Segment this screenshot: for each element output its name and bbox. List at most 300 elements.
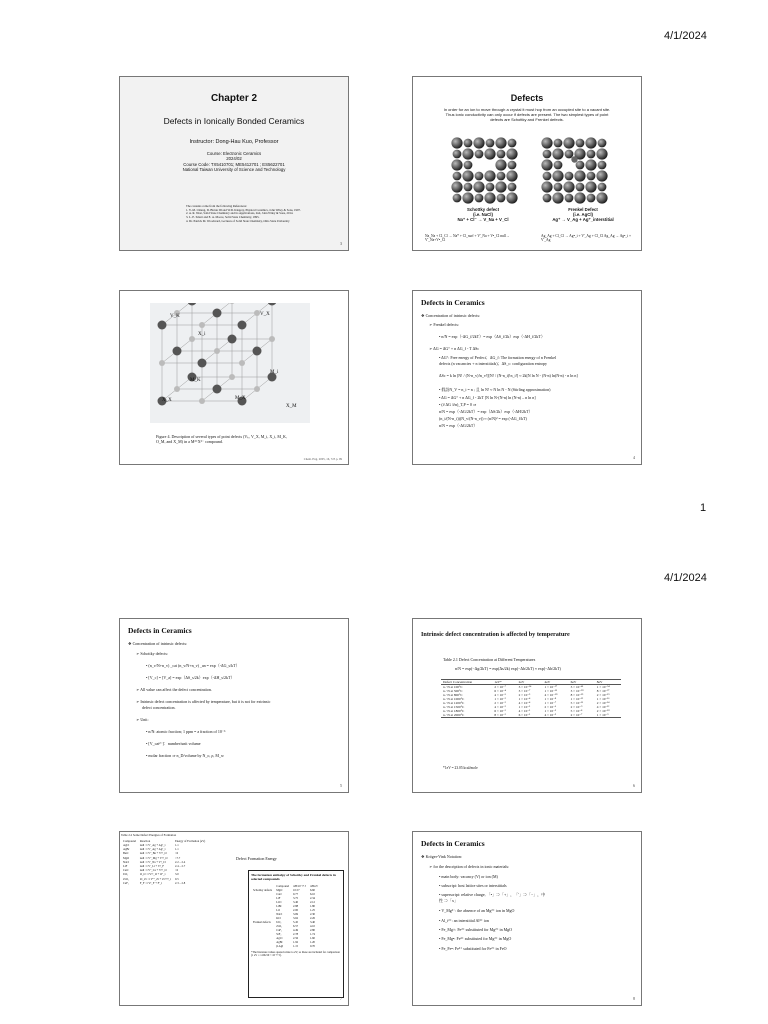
- lattice-atom: [159, 360, 165, 366]
- text-line: ❖ Kröger-Vink Notation:: [421, 854, 463, 859]
- slide-4-frenkel: [412, 290, 642, 465]
- table-cell: β-AgI: [276, 944, 284, 948]
- table-cell: 1.25: [309, 908, 315, 912]
- slide-header: Defects in Ceramics: [421, 839, 485, 848]
- text-line: (n_i/(N-n_i))(N_v/(N-n_v)) ≈ (n/N)² = exp (-ΔG_f/kT): [439, 416, 527, 421]
- table-cell: SrF₂: [276, 932, 282, 936]
- table-cell: null ⇒ V''_Ca + V••_O: [139, 868, 167, 873]
- table-cell: 4.10: [309, 924, 315, 928]
- lattice-ion: [552, 192, 563, 203]
- slide-header: Defects in Ceramics: [128, 626, 192, 635]
- table-cell: 2.30: [309, 912, 315, 916]
- table-cell: n / N at 1800°C: [443, 709, 465, 713]
- table-cell: 1 × 10⁻²⁷: [544, 685, 558, 689]
- slide-number: 3: [340, 241, 342, 246]
- lattice-ion: [495, 137, 506, 148]
- table-cell: n / N at 800°C: [443, 693, 463, 697]
- text-line: • main body: vacancy (V) or ion (M): [439, 874, 498, 879]
- lattice-ion: [495, 159, 506, 170]
- table-cell: null ⇒ V''_Mg + V••_O: [139, 855, 168, 860]
- table-cell: ~6: [175, 851, 179, 856]
- table-cell: 1.60: [309, 936, 315, 940]
- lattice-ion: [453, 150, 462, 159]
- lattice-ion: [554, 161, 563, 170]
- table-row: [441, 713, 621, 718]
- lattice-ion: [497, 194, 506, 203]
- lattice-ion: [464, 161, 473, 170]
- table-cell: 5 × 10⁻¹¹: [570, 701, 584, 705]
- label-mi: M_i: [270, 370, 279, 375]
- table-cell: 2.12: [309, 900, 315, 904]
- slide-number: 5: [340, 783, 342, 788]
- text-line: • [V_cat²⁻]：number/unit volume: [146, 741, 201, 746]
- table-cell: n / N at 1000°C: [443, 697, 465, 701]
- slide-number: 6: [633, 783, 635, 788]
- lattice-atom: [174, 386, 180, 392]
- table-cell: n / N at 500°C: [443, 689, 463, 693]
- slide-header: Intrinsic defect concentration is affected by temperature: [421, 631, 570, 638]
- table-cell: [251, 944, 274, 948]
- frenkel-example: (i.e. AgCl): [573, 212, 593, 217]
- lattice-ion: [543, 172, 552, 181]
- text-line: • n/N: atomic fraction; 1 ppm = a fraction of 10⁻⁶: [146, 729, 226, 734]
- table-cell: ~7.7: [175, 855, 181, 860]
- lattice-atom: [173, 347, 182, 356]
- lattice-ion: [576, 183, 585, 192]
- text-line: n/N = exp（-ΔG/2kT）= exp（ΔS/2k）exp（-ΔH/2kT）: [439, 409, 533, 414]
- ref-item: 1. Y.-M. Chiang, D. Birnie III and W.D. Kingery, Physical Ceramics, John Wiley & Sons, 1997.: [186, 207, 301, 212]
- table-cell: 2 × 10⁻⁵: [518, 693, 531, 697]
- table-title: Table 2.1 Defect Concentration at Different Temperatures: [443, 657, 536, 662]
- table-cell: 3 × 10⁻²⁰: [570, 689, 584, 693]
- table-row: [121, 881, 207, 885]
- table-cell: 1 × 10⁻¹²: [570, 697, 584, 701]
- table-cell: 4 × 10⁻⁵: [544, 713, 557, 717]
- slide-title: Defects: [510, 93, 544, 103]
- table-cell: 1.80: [309, 904, 315, 908]
- table-cell: 4.49: [293, 928, 299, 932]
- course-info: [120, 151, 348, 173]
- lattice-ion: [587, 172, 596, 181]
- lattice-ion: [486, 139, 495, 148]
- slide-3-point-defects-figure: [119, 290, 349, 465]
- lattice-ion: [497, 150, 506, 159]
- table-cell: 1.20: [309, 940, 315, 944]
- references: [186, 205, 326, 224]
- lattice-ion: [462, 192, 473, 203]
- table-row: [251, 944, 320, 948]
- table-cell: 4 × 10⁻²: [494, 705, 506, 709]
- lattice-ion: [484, 192, 495, 203]
- table-cell: 3 × 10⁻⁴¹: [570, 685, 584, 689]
- lattice-ion: [508, 161, 517, 170]
- lattice-ion: [464, 183, 473, 192]
- page1-number: 1: [700, 502, 707, 514]
- lattice-ion: [508, 139, 517, 148]
- table-cell: 6.60: [309, 888, 315, 892]
- lattice-ion: [554, 183, 563, 192]
- text-line: ➢ for the description of defects in ionic materials:: [429, 864, 510, 869]
- lattice-atom: [213, 309, 222, 318]
- lattice-ion: [506, 170, 517, 181]
- table-cell: ZrO₂: [123, 876, 129, 881]
- lattice-atom: [228, 335, 237, 344]
- lattice-ion: [484, 170, 495, 181]
- table-cell: 6 × 10⁻⁴: [494, 689, 506, 693]
- table-cell: 10.57: [293, 888, 300, 892]
- text-line: ➢ Intrinsic defect concentration is affected by temperature, but it is not for extrinsic: [136, 699, 271, 704]
- crystal-lattice-figure: [150, 303, 310, 423]
- lattice-ion: [543, 194, 552, 203]
- text-line: • molar fraction ⇒ n_D/volume by N_o, ρ, M_w: [146, 753, 224, 758]
- table-cell: n / N at 1500°C: [443, 705, 465, 709]
- slide-number: 4: [633, 455, 635, 460]
- slide-7-formation-energy: [119, 831, 349, 1006]
- text-line: ➢ Frenkel defects:: [429, 322, 460, 327]
- lattice-ion: [475, 194, 484, 203]
- text-line: • (n_v/N+n_v) _cat (n_v/N+n_v) _an = exp（-ΔG_s/kT）: [146, 663, 240, 668]
- text-line: • ΔG°: Free energy of Perfect；ΔG_f: The formation energy of n Frenkel: [439, 355, 557, 360]
- lattice-ion: [495, 181, 506, 192]
- lattice-ion: [506, 148, 517, 159]
- table-cell: 1 × 10⁻⁵: [544, 709, 557, 713]
- text-line: • 假設N_V = n_i = n ; 且 ln N! ≈ N ln N - N (Stirling approximation): [439, 387, 551, 392]
- table-cell: 2.00: [293, 908, 299, 912]
- text-line: n/N = exp（-ΔG/2kT）: [439, 423, 478, 428]
- slide-1-title: [119, 76, 349, 251]
- label-mx: M_X: [235, 396, 246, 401]
- lattice-ion: [552, 148, 563, 159]
- lattice-ion: [598, 161, 607, 170]
- figure-credit: Chem. Eng. 2005, 16, 725 p. 99: [303, 457, 342, 461]
- table-cell: LiI: [276, 908, 280, 912]
- column-header: 4eV: [544, 680, 551, 684]
- lattice-ion: [462, 148, 473, 159]
- label-xi: X_i: [198, 332, 206, 337]
- university: National Taiwan University of Science and Technology: [182, 167, 286, 173]
- column-header: Energy of Formation (eV): [175, 839, 206, 843]
- slide-8-kroger-vink: [412, 831, 642, 1006]
- text-line: defects (n vacancies + n interstitials)；ΔS_c: configuration entropy: [439, 361, 548, 366]
- text-line: • superscript: relative charge, 「•」⇒「+」，「'」⇒「−」，中: [439, 892, 546, 897]
- table-cell: LiBr: [276, 904, 282, 908]
- table-cell: 2.78: [293, 932, 299, 936]
- table-cell: null ⇒ V'_Li + V•_F: [139, 864, 164, 869]
- lattice-atom: [239, 360, 245, 366]
- text-line: ❖ Concentration of intrinsic defects:: [421, 313, 481, 318]
- table-cell: null ⇒ V'_Ag + Ag•_i: [139, 847, 166, 852]
- label-vk: V_K: [170, 314, 180, 319]
- text-line: • ΔG = ΔG° + n ΔG_f - 2kT [N ln N-(N-n) ln (N-n) – n ln n]: [439, 395, 536, 400]
- slide-number: 7: [340, 996, 342, 1001]
- page1-date: 4/1/2024: [664, 30, 707, 42]
- column-header: 8eV: [596, 680, 603, 684]
- table-cell: 2.26: [309, 916, 315, 920]
- table-cell: 3.40: [309, 920, 315, 924]
- lattice-ion: [543, 150, 552, 159]
- text-line: ➢ Schottky defects:: [136, 651, 169, 656]
- table-cell: 5.45: [293, 920, 299, 924]
- schottky-label: Schottky defect: [467, 207, 499, 212]
- lattice-ion: [552, 170, 563, 181]
- table-cell: CaO: [123, 868, 129, 873]
- table-cell: 3.40: [293, 900, 299, 904]
- table-cell: null ⇒ V''_Be + V••_O: [139, 851, 167, 856]
- lattice-atom: [253, 347, 262, 356]
- table-cell: NaCl: [276, 912, 283, 916]
- table-cell: 2.2 – 2.4: [175, 859, 186, 864]
- lattice-atom: [199, 398, 205, 404]
- figure-caption: Figure 4. Description of several types of point defects (Vₖ, V_X, M_i, X_i, M_K, O_M, and X_M) in a M²⁺X²⁻ compound.: [156, 434, 287, 444]
- table-cell: 2 × 10⁻¹⁰: [596, 709, 610, 713]
- table-cell: 3 × 10⁻¹⁴: [518, 685, 532, 689]
- table-cell: 3 × 10⁻⁷: [518, 689, 531, 693]
- text-line: • n/N = exp（-ΔG_f/2kT）= exp（ΔS_f/2k）exp（-ΔH_f/2kT）: [439, 334, 545, 339]
- table-formula: n/N = exp(−Δg/2kT) = exp(Δs/2k) exp(−Δh/2kT) ≈ exp(−Δh/2kT): [455, 666, 561, 671]
- box-note: *The literature values quoted relate to eV; so these are included for comparison (1 eV = 1.60219 × 10⁻¹⁹ J).: [251, 951, 340, 958]
- course-term: 2024/02: [226, 156, 242, 162]
- column-header: Defect Concentration: [443, 680, 473, 684]
- table-cell: O_O ⇒ V••_O + O''_i: [139, 872, 166, 877]
- schottky-equation: Na_Na + Cl_Cl → Na* + Cl_surf + V'_Na + V•_Cl null→ V'_Na+V•_Cl: [425, 234, 510, 243]
- table-cell: 2.3 – 2.8: [175, 880, 186, 885]
- table-cell: 1.1: [175, 847, 179, 852]
- slide-6-temperature-table: [412, 618, 642, 793]
- table-cell: 4 × 10⁻³: [518, 709, 531, 713]
- lattice-ion: [574, 192, 585, 203]
- lattice-ion: [563, 137, 574, 148]
- table-cell: 2 × 10⁻¹⁴: [596, 701, 610, 705]
- table-cell: AgCl: [123, 843, 130, 847]
- lattice-atom: [254, 386, 260, 392]
- box-title: The formation enthalpy of Schottky and Frenkel defects in selected compounds: [251, 873, 336, 881]
- table-cell: 9.5: [175, 876, 179, 881]
- lattice-ion: [554, 139, 563, 148]
- table-cell: 1 × 10⁻⁸: [544, 697, 557, 701]
- table-cell: Zr_Zr ⇒ V''''_Zr + Zr••••_i: [139, 876, 172, 881]
- table-cell: 2.4 – 2.7: [175, 864, 186, 869]
- lattice-ion: [565, 150, 574, 159]
- interstitial-ion: [571, 156, 577, 162]
- text-line: defect concentration.: [142, 705, 176, 710]
- table-cell: 8 × 10⁻¹⁵: [570, 693, 584, 697]
- lattice-ion: [598, 183, 607, 192]
- table-cell: UO₂: [276, 920, 282, 924]
- table-cell: LiF: [123, 864, 128, 869]
- column-header: ΔH/eV: [309, 884, 319, 888]
- slide-2-defects: [412, 76, 642, 251]
- text-line: • V_Mg²⁻: the absence of an Mg²⁺ ion in MgO: [439, 908, 515, 913]
- lattice-ion: [451, 181, 462, 192]
- text-line: ➢ ΔG = ΔG° + n ΔG_f - T ΔSc: [429, 346, 480, 351]
- lattice-ion: [541, 159, 552, 170]
- lattice-ion: [506, 192, 517, 203]
- instructor: Instructor: Dong-Hau Kuo, Professor: [189, 139, 279, 145]
- label-mk: M_K: [190, 378, 201, 383]
- table-cell: Schottky defects: [253, 888, 273, 892]
- table-cell: null ⇒ V'_Na + V•_Cl: [139, 859, 166, 864]
- lattice-atom: [238, 321, 247, 330]
- slide-number: 8: [633, 996, 635, 1001]
- lattice-ion: [541, 137, 552, 148]
- label-xm: X_M: [286, 404, 297, 409]
- lattice-ion: [453, 194, 462, 203]
- table-cell: 2.56: [293, 936, 299, 940]
- table-cell: n / N at 100°C: [443, 685, 463, 689]
- lattice-ion: [464, 139, 473, 148]
- table-cell: 9.77: [293, 892, 299, 896]
- lattice-ion: [596, 192, 607, 203]
- table-cell: Frenkel defects: [253, 920, 271, 924]
- schottky-example: (i.e. NaCl): [473, 212, 493, 217]
- lattice-ion: [587, 150, 596, 159]
- lattice-ion: [451, 137, 462, 148]
- table-cell: null ⇒ V'_Ag + Ag•_i: [139, 843, 166, 847]
- column-header: Reaction: [139, 839, 151, 843]
- chapter-label: Chapter 2: [210, 93, 258, 104]
- table-cell: 1 × 10⁻²: [494, 697, 506, 701]
- ref-item: 2. A. R. West, Solid State Chemistry and its Applications, 2nd, John Wiley & Sons, 2014.: [186, 211, 294, 216]
- table-title: Table 2.2 Some Defect Energies of Formation: [121, 833, 177, 837]
- lattice-atom: [199, 322, 205, 328]
- column-header: Compound: [276, 884, 290, 888]
- table-cell: 1 × 10⁻⁵⁴: [596, 685, 610, 689]
- text-line: ➢ Unit:: [136, 717, 149, 722]
- table-cell: 1.1: [175, 843, 179, 847]
- table-cell: MgO: [123, 855, 130, 860]
- table-cell: 6 × 10⁻³: [518, 713, 531, 717]
- table-cell: 6.10: [309, 892, 315, 896]
- table-cell: 8 × 10⁻²⁷: [596, 689, 610, 693]
- course-name: Course: Electronic Ceramics: [206, 151, 262, 156]
- frenkel-label: Frenkel Defect: [568, 207, 598, 212]
- lattice-ion: [565, 194, 574, 203]
- table-cell: AgBr: [276, 940, 283, 944]
- lattice-ion: [475, 150, 484, 159]
- text-line: ❖ Concentration of intrinsic defects:: [128, 641, 188, 646]
- lattice-ion: [475, 172, 484, 181]
- table-cell: AgCl: [276, 936, 283, 940]
- table-cell: n / N at 1200°C: [443, 701, 465, 705]
- lattice-ion: [585, 181, 596, 192]
- text-line: ➢ All value can affect the defect concentration.: [136, 687, 212, 692]
- lattice-ion: [486, 183, 495, 192]
- schottky-reaction: Na⁺ + Cl⁻ → V_Na + V_Cl: [457, 217, 509, 222]
- lattice-ion: [563, 181, 574, 192]
- table-cell: 1 × 10⁻⁹: [596, 713, 609, 717]
- table-cell: 4 × 10⁻¹⁰: [544, 693, 558, 697]
- lattice-ion: [576, 161, 585, 170]
- lattice-atom: [198, 359, 207, 368]
- table-cell: 1 × 10⁻¹³: [544, 689, 558, 693]
- table-cell: 2 × 10⁻²: [494, 701, 506, 705]
- table-cell: CaF₂: [276, 928, 283, 932]
- table-cell: n / N at 2000°C: [443, 713, 465, 717]
- lattice-ion: [598, 139, 607, 148]
- text-line: • subscript: host lattice sites or interstitials: [439, 883, 507, 888]
- table-cell: 1.74: [309, 932, 315, 936]
- table-cell: 1.92: [293, 940, 299, 944]
- table-cell: F_F ⇒ V•_F + F'_i: [139, 880, 162, 885]
- table-cell: CaF₂: [123, 880, 129, 885]
- table-cell: UO₂: [123, 872, 129, 877]
- table-cell: 3.0: [175, 872, 179, 877]
- energy-table: [121, 839, 207, 885]
- frenkel-reaction: Ag⁺ → V_Ag + Ag⁺_interstitial: [552, 217, 614, 222]
- refs-header: The contents come from the following References:: [186, 204, 247, 208]
- table-cell: NaCl: [123, 859, 130, 864]
- column-header: 1eV*: [494, 680, 502, 684]
- table-cell: 1.15: [293, 944, 299, 948]
- lattice-ion: [508, 183, 517, 192]
- text-line: • Al_i³⁺: an interstitial Al³⁺ ion: [439, 918, 489, 923]
- table-cell: 2.88: [293, 904, 299, 908]
- label-vx: V_X: [260, 312, 270, 317]
- lattice-ion: [576, 139, 585, 148]
- table-cell: 2 × 10⁻⁷: [494, 685, 506, 689]
- slide-header: Defects in Ceramics: [421, 298, 485, 307]
- table-cell: 2 × 10⁻⁶: [544, 705, 557, 709]
- lattice-ion: [473, 181, 484, 192]
- lattice-ion: [451, 159, 462, 170]
- text-line: • [V_c] = [V_a] = exp（ΔS_s/2k）exp（-ΔH_s/2kT）: [146, 675, 235, 680]
- page2-date: 4/1/2024: [664, 572, 707, 584]
- text-line: • Fe_Fe•: Fe³⁺ substituted for Fe²⁺ in FeO: [439, 946, 507, 951]
- table-cell: CaO: [276, 892, 282, 896]
- table-cell: LiF: [276, 896, 281, 900]
- enthalpy-box: [248, 870, 344, 998]
- table-cell: BeO: [123, 851, 129, 856]
- ref-item: 3. L. E. Smart and E. A. Moore, Solid State Chemistry, 1995.: [186, 215, 260, 220]
- table-cell: ZrO₂: [276, 924, 283, 928]
- lattice-atom: [213, 385, 222, 394]
- frenkel-caption: [538, 207, 628, 222]
- table-cell: 4 × 10⁻³: [494, 693, 506, 697]
- table-cell: 8 × 10⁻²: [494, 713, 506, 717]
- frenkel-equation: Ag_Ag + Cl_Cl → Ag•_i + V'_Ag + Cl_Cl Ag_Ag → Ag•_i + V'_Ag: [541, 234, 632, 243]
- lattice-ion: [596, 148, 607, 159]
- lattice-atom: [158, 321, 167, 330]
- table-cell: 0.70: [309, 944, 315, 948]
- table-cell: MgO: [276, 888, 283, 892]
- text-line: 性 ⇒「x」: [439, 898, 458, 903]
- lattice-ion: [585, 159, 596, 170]
- table-cell: 1 × 10⁻¹⁶: [596, 697, 610, 701]
- table-cell: 6.57: [293, 924, 299, 928]
- lattice-ion: [587, 194, 596, 203]
- lattice-ion: [473, 137, 484, 148]
- table-cell: 2 × 10⁻¹⁹: [596, 693, 610, 697]
- table-cell: 3.75: [293, 896, 299, 900]
- lattice-ion: [585, 137, 596, 148]
- deck-title: Defects in Ionically Bonded Ceramics: [163, 116, 305, 126]
- text-line: • (∂ ΔG /∂n)_T,P = 0 ⇒: [439, 402, 477, 407]
- column-header: 6eV: [570, 680, 577, 684]
- lattice-ion: [462, 170, 473, 181]
- table-cell: 3.62: [293, 916, 299, 920]
- lattice-ion: [541, 181, 552, 192]
- ref-item: 4. Dr. Patrick M. Woodward, Lectures of Solid State Chemistry, Ohio State University: [186, 218, 290, 223]
- table-cell: 2.34: [309, 896, 315, 900]
- table-cell: 1 × 10⁻⁷: [544, 701, 557, 705]
- lattice-atom: [269, 336, 275, 342]
- table-cell: 4 × 10⁻⁴: [518, 701, 531, 705]
- center-label: Defect Formation Energy: [236, 856, 277, 861]
- table-cell: 4 × 10⁻¹²: [596, 705, 610, 709]
- enthalpy-table: [251, 884, 320, 948]
- table-footnote: *1eV = 23.05 kcal/mole: [443, 766, 478, 770]
- text-line: • Fe_Mg×: Fe²⁺ substituted for Mg²⁺ in MgO: [439, 927, 513, 932]
